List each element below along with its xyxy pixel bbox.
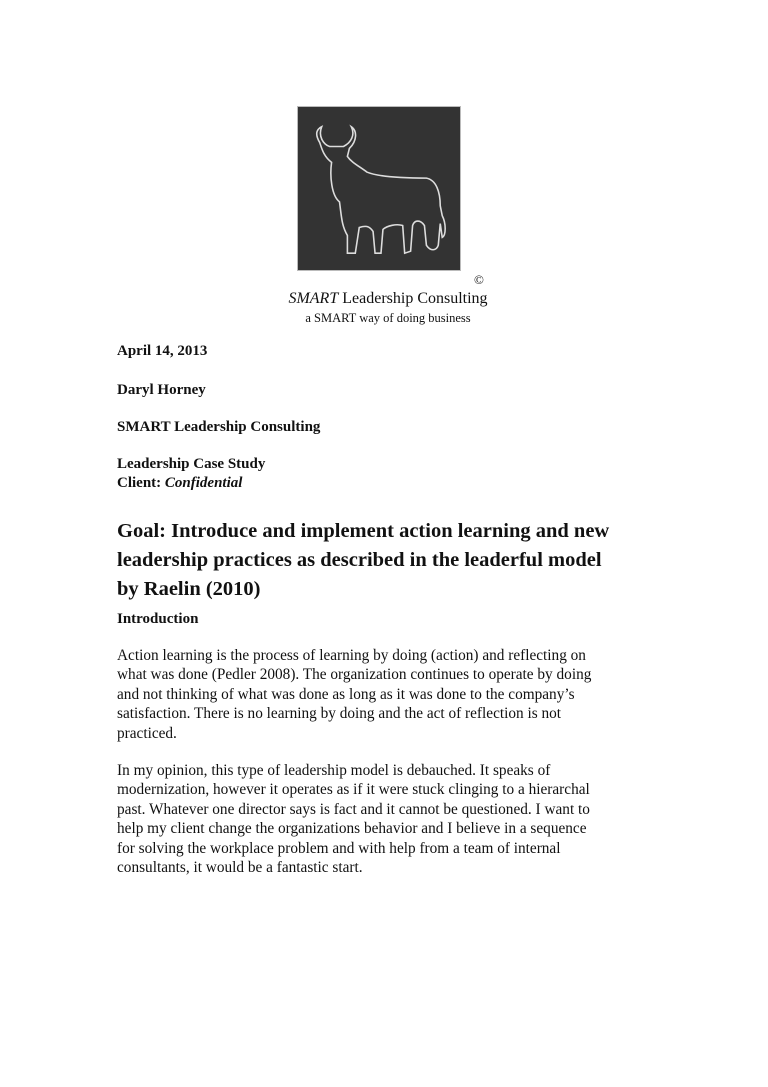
paragraph (117, 646, 591, 743)
document-type: Leadership Case Study (117, 456, 266, 472)
paragraph-line: Action learning is the process of learning by doing (action) and reflecting on (117, 647, 586, 664)
bull-icon (298, 107, 460, 270)
company-name-italic: SMART (288, 290, 339, 307)
company-name-rest: Leadership Consulting (338, 290, 488, 307)
client-label: Client: (117, 475, 165, 491)
paragraph-line: for solving the workplace problem and with help from a team of internal (117, 839, 561, 857)
goal-line: Goal: Introduce and implement action learning and new (117, 520, 610, 542)
paragraph-line: practiced. (117, 724, 177, 742)
paragraph-line: In my opinion, this type of leadership model is debauched. It speaks of (117, 762, 551, 779)
paragraph-line: satisfaction. There is no learning by doing and the act of reflection is not (117, 705, 562, 723)
paragraph-line: and not thinking of what was done as long as it was done to the company’s (117, 685, 575, 703)
goal-heading (117, 517, 609, 604)
client-value: Confidential (164, 475, 243, 491)
bull-logo (297, 106, 461, 271)
copyright-symbol: © (474, 272, 484, 287)
paragraph-line: modernization, however it operates as if it were stuck clinging to a hierarchal (117, 781, 590, 799)
client-line (117, 475, 242, 492)
paragraph-line: help my client change the organizations behavior and I believe in a sequence (117, 820, 587, 838)
paragraph-line: past. Whatever one director says is fact and it cannot be questioned. I want to (117, 800, 590, 818)
paragraph-line: consultants, it would be a fantastic start. (117, 859, 363, 877)
organization-name: SMART Leadership Consulting (117, 419, 321, 435)
author-name: Daryl Horney (117, 382, 206, 398)
goal-line: leadership practices as described in the leaderful model (117, 549, 602, 571)
company-name (0, 290, 768, 308)
paragraph (117, 761, 590, 877)
document-date: April 14, 2013 (117, 343, 208, 359)
paragraph-line: what was done (Pedler 2008). The organization continues to operate by doing (117, 666, 592, 684)
goal-line: by Raelin (2010) (117, 578, 261, 600)
tagline: a SMART way of doing business (305, 311, 471, 325)
section-title: Introduction (117, 611, 199, 627)
